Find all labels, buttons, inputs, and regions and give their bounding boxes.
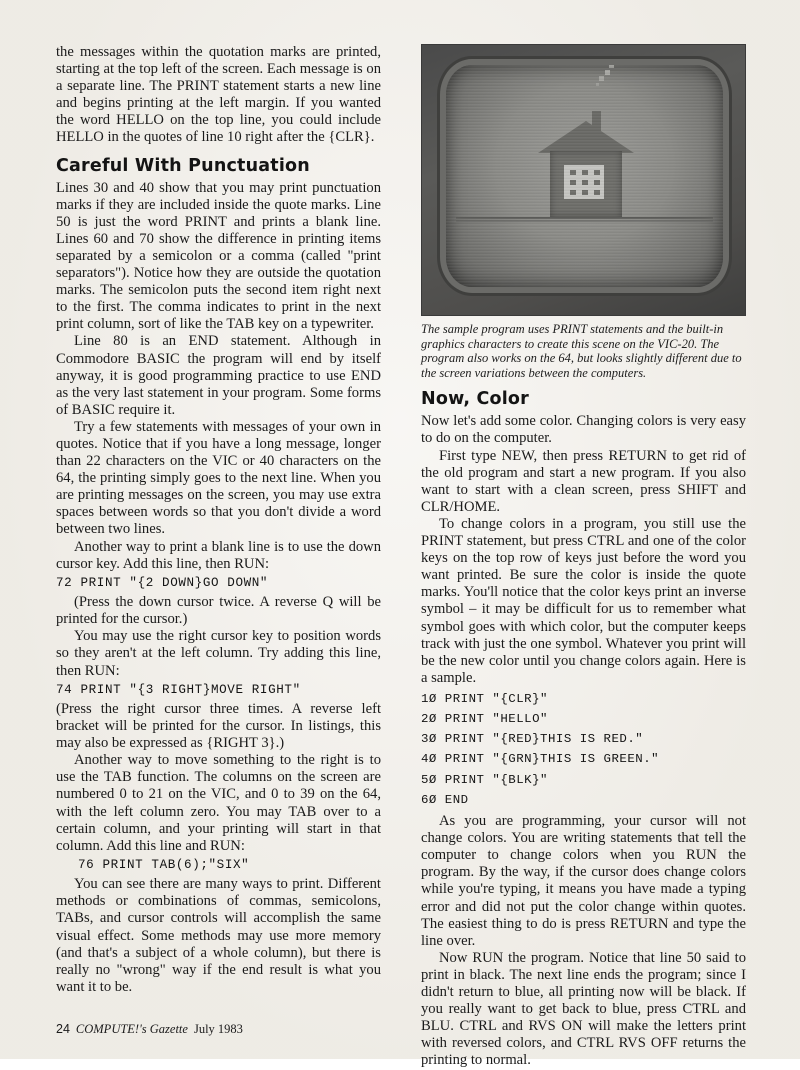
paragraph: Another way to move something to the right is to use the TAB function. The columns on the screen are numbered 0 to 21 on the VIC, and 0 to 39 on the 64, with the left column zero. You may TAB over to a certain column, and your printing will start in that column. Add this line and RUN:	[56, 752, 381, 854]
paragraph: Lines 30 and 40 show that you may print punctuation marks if they are included inside the quote marks. Line 50 is just the word PRINT and prints a blank line. Lines 60 and 70 show the difference in printing items separated by a semicolon or a comma (called "print separators"). Notice how they are outside the quotation marks. The semicolon puts the second item right next to the first. The comma indicates to print in the next print column, sort of like the TAB key on a typewriter.	[56, 179, 381, 333]
section-heading-punctuation: Careful With Punctuation	[56, 155, 310, 176]
right-column	[421, 44, 746, 1070]
window-grid-shape	[564, 165, 604, 199]
program-listing-line: 6Ø END	[421, 792, 469, 807]
paragraph: Line 80 is an END statement. Although in Commodore BASIC the program will end by itself anyway, it is good programming practice to use END as the very last statement in your program. Some forms of BASIC require it.	[56, 333, 381, 418]
paragraph: To change colors in a program, you still use the PRINT statement, but press CTRL and one of the color keys on the top row of keys just before the word you want printed. Be sure the color is inside the quote marks. You'll notice that the color keys print an inverse symbol – it may be difficult for us to remember what symbol goes with which color, but the computer keeps track with just the one symbol. Whatever you print will be the new color until you change colors again. Here is a sample.	[421, 515, 746, 686]
vic-20-screen-photo	[421, 44, 746, 316]
paragraph: As you are programming, your cursor will not change colors. You are writing statements that tell the computer to change colors when you RUN the program. By the way, if the cursor does change colors while you're typing, it means you have made a typing error and did not put the color change within quotes. The easiest thing to do is press RETURN and type the line over.	[421, 813, 746, 949]
paragraph: Try a few statements with messages of your own in quotes. Notice that if you have a long message, longer than 22 characters on the VIC or 40 characters on the 64, the printing simply goes to the next line. When you are printing messages on the screen, you may use extra spaces between words so that you don't divide a word between two lines.	[56, 418, 381, 538]
program-listing-line: 4Ø PRINT "{GRN}THIS IS GREEN."	[421, 752, 660, 767]
program-listing-line: 3Ø PRINT "{RED}THIS IS RED."	[421, 732, 644, 747]
page-footer	[56, 1022, 746, 1037]
paragraph: First type NEW, then press RETURN to get rid of the old program and start a new program. If you also want to start with a clean screen, press SHIFT and CLR/HOME.	[421, 447, 746, 515]
issue-date: July 1983	[193, 1022, 243, 1036]
code-line-tab: 76 PRINT TAB(6);"SIX"	[78, 857, 250, 872]
paragraph: Now let's add some color. Changing colors is very easy to do on the computer.	[421, 413, 746, 447]
ground-line	[456, 217, 713, 219]
paragraph: (Press the right cursor three times. A reverse left bracket will be printed for the cursor. In listings, this may also be expressed as {RIGHT 3}.)	[56, 701, 381, 752]
smoke-icon	[596, 83, 599, 86]
roof-shape	[538, 121, 634, 153]
program-listing-line: 5Ø PRINT "{BLK}"	[421, 772, 548, 787]
paragraph: You may use the right cursor key to position words so they aren't at the left column. Try adding this line, then RUN:	[56, 628, 381, 679]
magazine-title: COMPUTE!'s Gazette	[75, 1022, 188, 1036]
house-scene	[446, 65, 723, 287]
program-listing-line: 2Ø PRINT "HELLO"	[421, 712, 548, 727]
code-line-right-cursor: 74 PRINT "{3 RIGHT}MOVE RIGHT"	[56, 682, 301, 697]
paragraph: (Press the down cursor twice. A reverse Q will be printed for the cursor.)	[56, 594, 381, 628]
figure	[421, 44, 746, 380]
paragraph-continued: the messages within the quotation marks are printed, starting at the top left of the screen. Each message is on a separate line. The PRINT statement starts a new line and begins printing at the left margin. If you wanted the word HELLO on the top line, you could include HELLO in the quotes of line 10 right after the {CLR}.	[56, 44, 381, 146]
page-number: 24	[56, 1022, 70, 1036]
left-column	[56, 44, 381, 996]
crt-screen	[446, 65, 723, 287]
section-heading-color: Now, Color	[421, 389, 529, 410]
paragraph: Another way to print a blank line is to use the down cursor key. Add this line, then RUN:	[56, 538, 381, 572]
figure-caption: The sample program uses PRINT statements and the built-in graphics characters to create this scene on the VIC-20. The program also works on the 64, but looks slightly different due to the screen variations between the computers.	[421, 322, 742, 380]
program-listing-line: 1Ø PRINT "{CLR}"	[421, 691, 548, 706]
paragraph: You can see there are many ways to print. Different methods or combinations of commas, semicolons, TABs, and cursor controls will accomplish the same visual effect. Some methods may use more memory (and that's a subject of a whole column), but there is really no "wrong" way if the end result is what you want it to be.	[56, 876, 381, 995]
paragraph: Now RUN the program. Notice that line 50 said to print in black. The next line ends the program; since I didn't return to blue, all printing now will be black. If you really want to get back to blue, press CTRL and BLU. CTRL and RVS ON will make the letters print with reversed colors, and CTRL RVS OFF returns the printing to normal.	[421, 949, 746, 1069]
code-line-down-cursor: 72 PRINT "{2 DOWN}GO DOWN"	[56, 575, 269, 590]
